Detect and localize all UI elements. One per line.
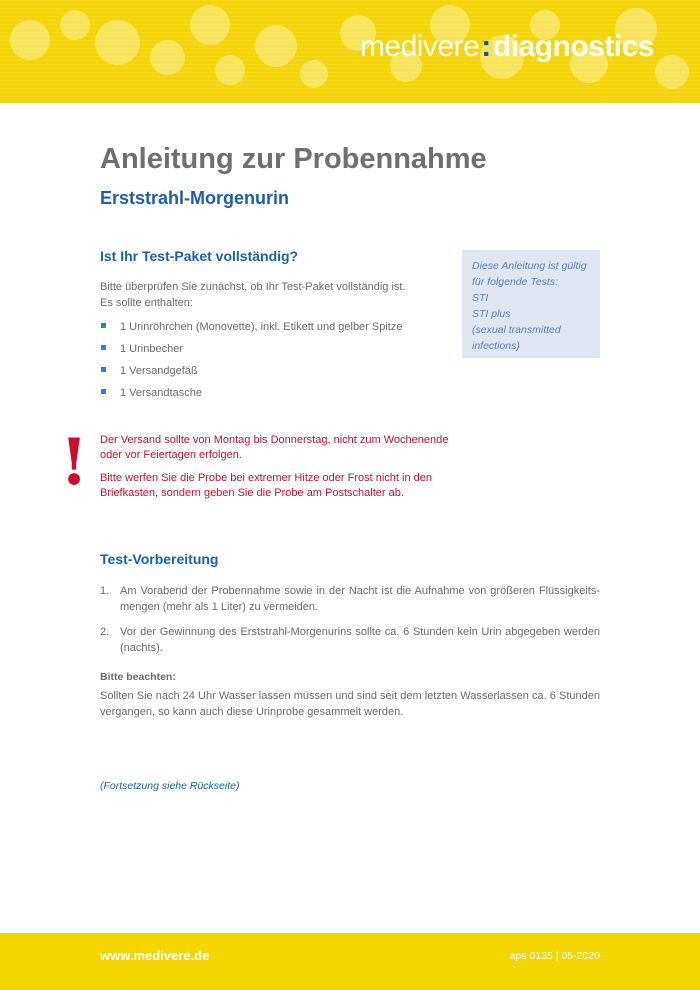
completeness-intro (100, 279, 406, 311)
list-item-text: 1 Urinröhrchen (Monovette), inkl. Etikett und gelber Spitze (120, 321, 403, 333)
footer-document-code: aps 0135 | 05-2020 (509, 950, 600, 962)
list-item-text: 1 Versandtasche (120, 387, 202, 399)
infobox-line: für folgende Tests: (472, 276, 558, 288)
infobox-line: infections) (472, 340, 520, 352)
list-item (100, 386, 402, 408)
bokeh-decoration (60, 10, 90, 40)
logo-dots: : (481, 30, 491, 63)
warning-line: Briefkasten, sondern geben Sie die Probe am Postschalter ab. (100, 487, 404, 499)
warning-line: Der Versand sollte von Montag bis Donnerstag, nicht zum Wochenende (100, 434, 449, 446)
note-text: Sollten Sie nach 24 Uhr Wasser lassen müssen und sind seit dem letzten Wasserlassen ca. 6 Stunden vergangen, so kann auch diese Urinprobe gesammelt werden. (100, 690, 600, 718)
step-text: Am Vorabend der Probennahme sowie in der Nacht ist die Aufnahme von größeren Flüssigkeits-mengen (mehr als 1 Liter) zu vermeiden. (120, 585, 600, 613)
list-item-text: 1 Versandgefäß (120, 365, 198, 377)
infobox-line: STI (472, 292, 489, 304)
infobox-line: Diese Anleitung ist gültig (472, 260, 587, 272)
bokeh-decoration (10, 20, 50, 60)
warning-line: oder vor Feiertagen erfolgen. (100, 449, 242, 461)
bullet-square-icon (101, 367, 106, 372)
completeness-heading: Ist Ihr Test-Paket vollständig? (100, 248, 299, 264)
bokeh-decoration (255, 25, 297, 67)
continued-note: (Fortsetzung siehe Rückseite) (100, 780, 240, 792)
list-item (100, 342, 402, 364)
validity-info-box (462, 250, 600, 358)
footer-band (0, 933, 700, 990)
bullet-square-icon (101, 323, 106, 328)
bokeh-decoration (190, 5, 230, 45)
step-number: 2. (100, 626, 110, 638)
bokeh-decoration (215, 55, 245, 85)
infobox-line: (sexual transmitted (472, 324, 561, 336)
warning-shipping (100, 433, 460, 463)
header-band (0, 0, 700, 103)
bokeh-decoration (300, 60, 328, 88)
warning-weather (100, 471, 460, 501)
preparation-step (100, 583, 600, 615)
bokeh-decoration (655, 55, 689, 89)
page-title: Anleitung zur Probennahme (100, 143, 487, 175)
preparation-heading: Test-Vorbereitung (100, 551, 219, 567)
intro-line: Es sollte enthalten: (100, 297, 193, 309)
logo-text-medivere: medivere (359, 30, 480, 63)
exclamation-icon: ! (60, 425, 89, 500)
step-text: Vor der Gewinnung des Erststrahl-Morgenurins sollte ca. 6 Stunden kein Urin abgegeben werden (nachts). (120, 626, 600, 654)
brand-logo (360, 30, 654, 64)
list-item (100, 320, 402, 342)
note-label: Bitte beachten: (100, 671, 176, 683)
step-number: 1. (100, 585, 110, 597)
list-item-text: 1 Urinbecher (120, 343, 183, 355)
logo-text-diagnostics: diagnostics (492, 30, 654, 63)
package-contents-list (100, 320, 402, 408)
warning-line: Bitte werfen Sie die Probe bei extremer Hitze oder Frost nicht in den (100, 472, 432, 484)
footer-website-link[interactable]: www.medivere.de (100, 948, 210, 963)
bullet-square-icon (101, 345, 106, 350)
bokeh-decoration (95, 20, 140, 65)
bullet-square-icon (101, 389, 106, 394)
infobox-line: STI plus (472, 308, 511, 320)
bokeh-decoration (150, 40, 185, 75)
intro-line: Bitte überprüfen Sie zunächst, ob Ihr Test-Paket vollständig ist. (100, 281, 406, 293)
page-subtitle: Erststrahl-Morgenurin (100, 188, 290, 208)
list-item (100, 364, 402, 386)
preparation-step (100, 624, 600, 656)
